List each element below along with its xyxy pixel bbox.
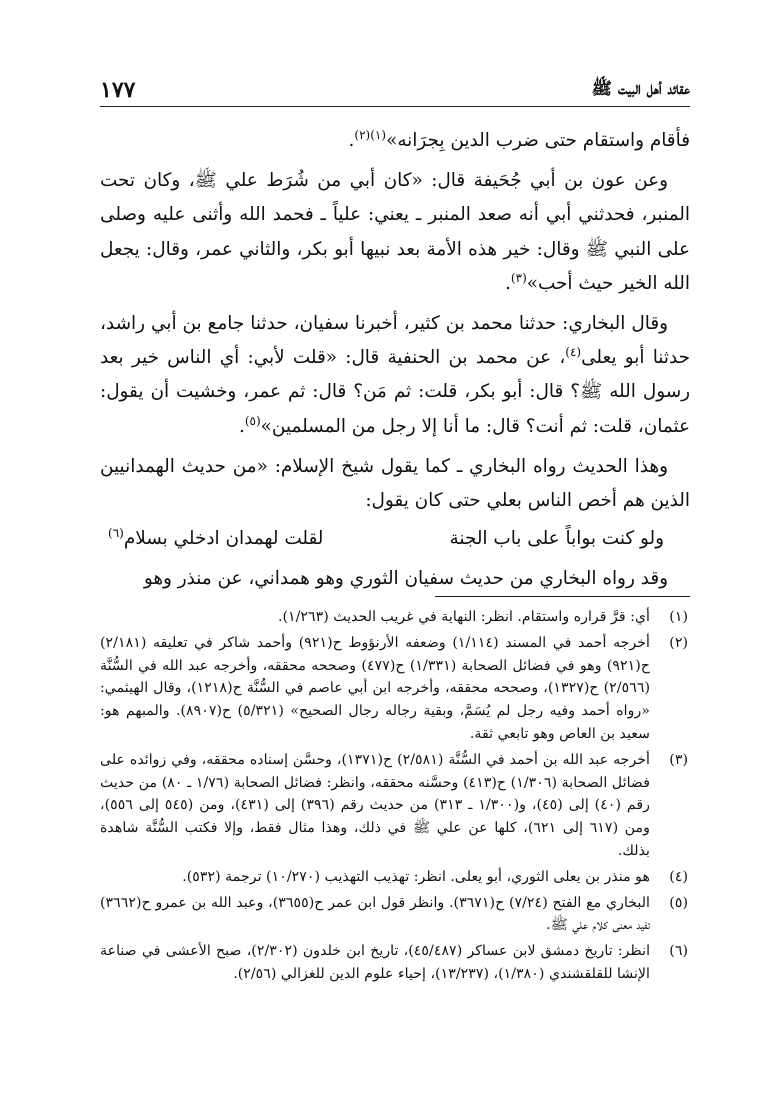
running-title: عقائد أهل البيت ﷺ bbox=[591, 78, 690, 99]
paragraph-3-text-a: وقال البخاري: حدثنا محمد بن كثير، أخبرنا سفيان، حدثنا جامع بن أبي راشد، حدثنا أبو يعلى bbox=[100, 313, 690, 369]
paragraph-2-end: . bbox=[505, 272, 511, 294]
footnote-ref-2: (٢) bbox=[354, 127, 371, 142]
footnote-1 bbox=[100, 606, 692, 629]
paragraph-5 bbox=[100, 562, 690, 596]
footnote-text: انظر: تاريخ دمشق لابن عساكر (٤٥/٤٨٧)، تاريخ ابن خلدون (٢/٣٠٢)، صبح الأعشى في صناعة الإنشا للقلقشندي (١/٣٨٠)، (١٣/٢٣٧)، إحياء علوم الدين للغزالي (٢/٥٦). bbox=[100, 943, 651, 982]
footnote-5 bbox=[100, 892, 692, 938]
footnote-4 bbox=[100, 866, 692, 889]
footnote-number: (١) bbox=[669, 609, 688, 625]
footnote-ref-1: (١) bbox=[370, 127, 387, 142]
footnote-number: (٣) bbox=[669, 751, 688, 768]
footnote-text: أخرجه أحمد في المسند (١/١١٤) وضعفه الأرنؤوط ح(٩٢١) وأحمد شاكر في تعليقه (٢/١٨١) ح(٩٢١) وهو في فضائل الصحابة (١/٣٣١) ح(٤٧٧) وصححه محققه، وأخرجه عبد الله في السُّنَّة (٢/٥٦٦) ح(١٣٢٧)، وصححه محققه، وأخرجه ابن أبي عاصم في السُّنَّة ح(١٢١٨)، وقال الهيثمي: «رواه أحمد وفيه رجل لم يُسَمَّ، وبقية رجاله رجال الصحيح» (٥/٣٢١) ح(٨٩٠٧). والمبهم هو: سعيد بن العاص وهو تابعي ثقة. bbox=[100, 634, 650, 742]
footnote-number: (٦) bbox=[669, 943, 688, 960]
footnote-text: أخرجه عبد الله بن أحمد في السُّنَّة (٢/٥٨١) ح(١٣٧١)، وحسَّن إسناده محققه، وفي زوائده على فضائل الصحابة (١/٣٠٦) ح(٤١٣) وحسَّنه محققه، وانظر: فضائل الصحابة (١/٧٦ ـ ٨٠) من حديث رقم (٤٠) إلى (٤٥)، و(١/٣٠٠ ـ ٣١٣) من حديث رقم (٣٩٦) إلى (٤٣١)، ومن (٥٤٥ إلى ٥٥٦)، ومن (٦١٧ إلى ٦٢١)، كلها عن علي ﷺ في ذلك، وهذا مثال فقط، وإلا فكتب السُّنَّة شاهدة بذلك. bbox=[100, 751, 650, 859]
poetry-verse bbox=[100, 520, 690, 558]
footnote-ref-6: (٦) bbox=[108, 526, 124, 541]
footnote-6 bbox=[100, 940, 692, 986]
paragraph-2-text: وعن عون بن أبي جُحَيفة قال: «كان أبي من شُرَط علي ﷺ، وكان تحت المنبر، فحدثني أبي أنه صعد المنبر ـ يعني: علياً ـ فحمد الله وأثنى عليه وصلى على النبي ﷺ وقال: خير هذه الأمة بعد نبيها أبو بكر، والثاني عمر، وقال: يجعل الله الخير حيث أحب» bbox=[100, 170, 690, 294]
footnote-text: هو منذر بن يعلى الثوري، أبو يعلى. انظر: تهذيب التهذيب (١٠/٢٧٠) ترجمة (٥٣٢). bbox=[182, 868, 650, 885]
header-rule bbox=[100, 106, 690, 107]
footnote-ref-5: (٥) bbox=[244, 413, 261, 428]
footnote-3 bbox=[100, 749, 692, 863]
paragraph-2 bbox=[100, 164, 690, 301]
paragraph-3-end: . bbox=[238, 415, 245, 437]
verse-first-hemistich: ولو كنت بواباً على باب الجنة bbox=[449, 528, 664, 550]
footnotes bbox=[100, 606, 692, 989]
paragraph-1-end: . bbox=[348, 130, 355, 151]
page-number: ١٧٧ bbox=[100, 77, 136, 103]
paragraph-4-text: وهذا الحديث رواه البخاري ـ كما يقول شيخ الإسلام: «من حديث الهمدانيين الذين هم أخص الناس بعلي حتى كان يقول: bbox=[100, 455, 690, 512]
footnote-number: (٥) bbox=[669, 894, 688, 911]
main-text bbox=[100, 124, 690, 597]
footnote-number: (٢) bbox=[669, 634, 688, 651]
paragraph-4 bbox=[100, 450, 690, 518]
verse-second-hemistich-wrap bbox=[108, 522, 323, 556]
footnote-ref-3: (٣) bbox=[510, 270, 527, 285]
footnote-number: (٤) bbox=[669, 868, 688, 885]
paragraph-3 bbox=[100, 307, 690, 444]
paragraph-5-text: وقد رواه البخاري من حديث سفيان الثوري وهو همداني، عن منذر وهو bbox=[143, 568, 668, 590]
paragraph-1-text: فأقام واستقام حتى ضرب الدين بِجرَانه» bbox=[386, 130, 690, 151]
page-header bbox=[100, 74, 690, 106]
footnote-2 bbox=[100, 632, 692, 746]
footnote-ref-4: (٤) bbox=[565, 345, 582, 360]
footnote-text: أي: قرَّ قراره واستقام. انظر: النهاية في غريب الحديث (١/٢٦٣). bbox=[277, 609, 650, 625]
footnote-text: البخاري مع الفتح (٧/٢٤) ح(٣٦٧١). وانظر قول ابن عمر ح(٣٦٥٥)، وعبد الله بن عمرو ح(٣٦٦٢) تفيد معنى كلام علي ﷺ. bbox=[100, 894, 650, 934]
verse-second-hemistich: لقلت لهمدان ادخلي بسلام bbox=[123, 528, 324, 550]
paragraph-3-text-b: ، عن محمد بن الحنفية قال: «قلت لأبي: أي الناس خير بعد رسول الله ﷺ؟ قال: أبو بكر، قلت: ثم مَن؟ قال: ثم عمر، وخشيت أن يقول: عثمان، قلت: ثم أنت؟ قال: ما أنا إلا رجل من المسلمين» bbox=[100, 347, 690, 437]
footnote-separator bbox=[435, 596, 690, 597]
paragraph-1 bbox=[100, 124, 690, 158]
